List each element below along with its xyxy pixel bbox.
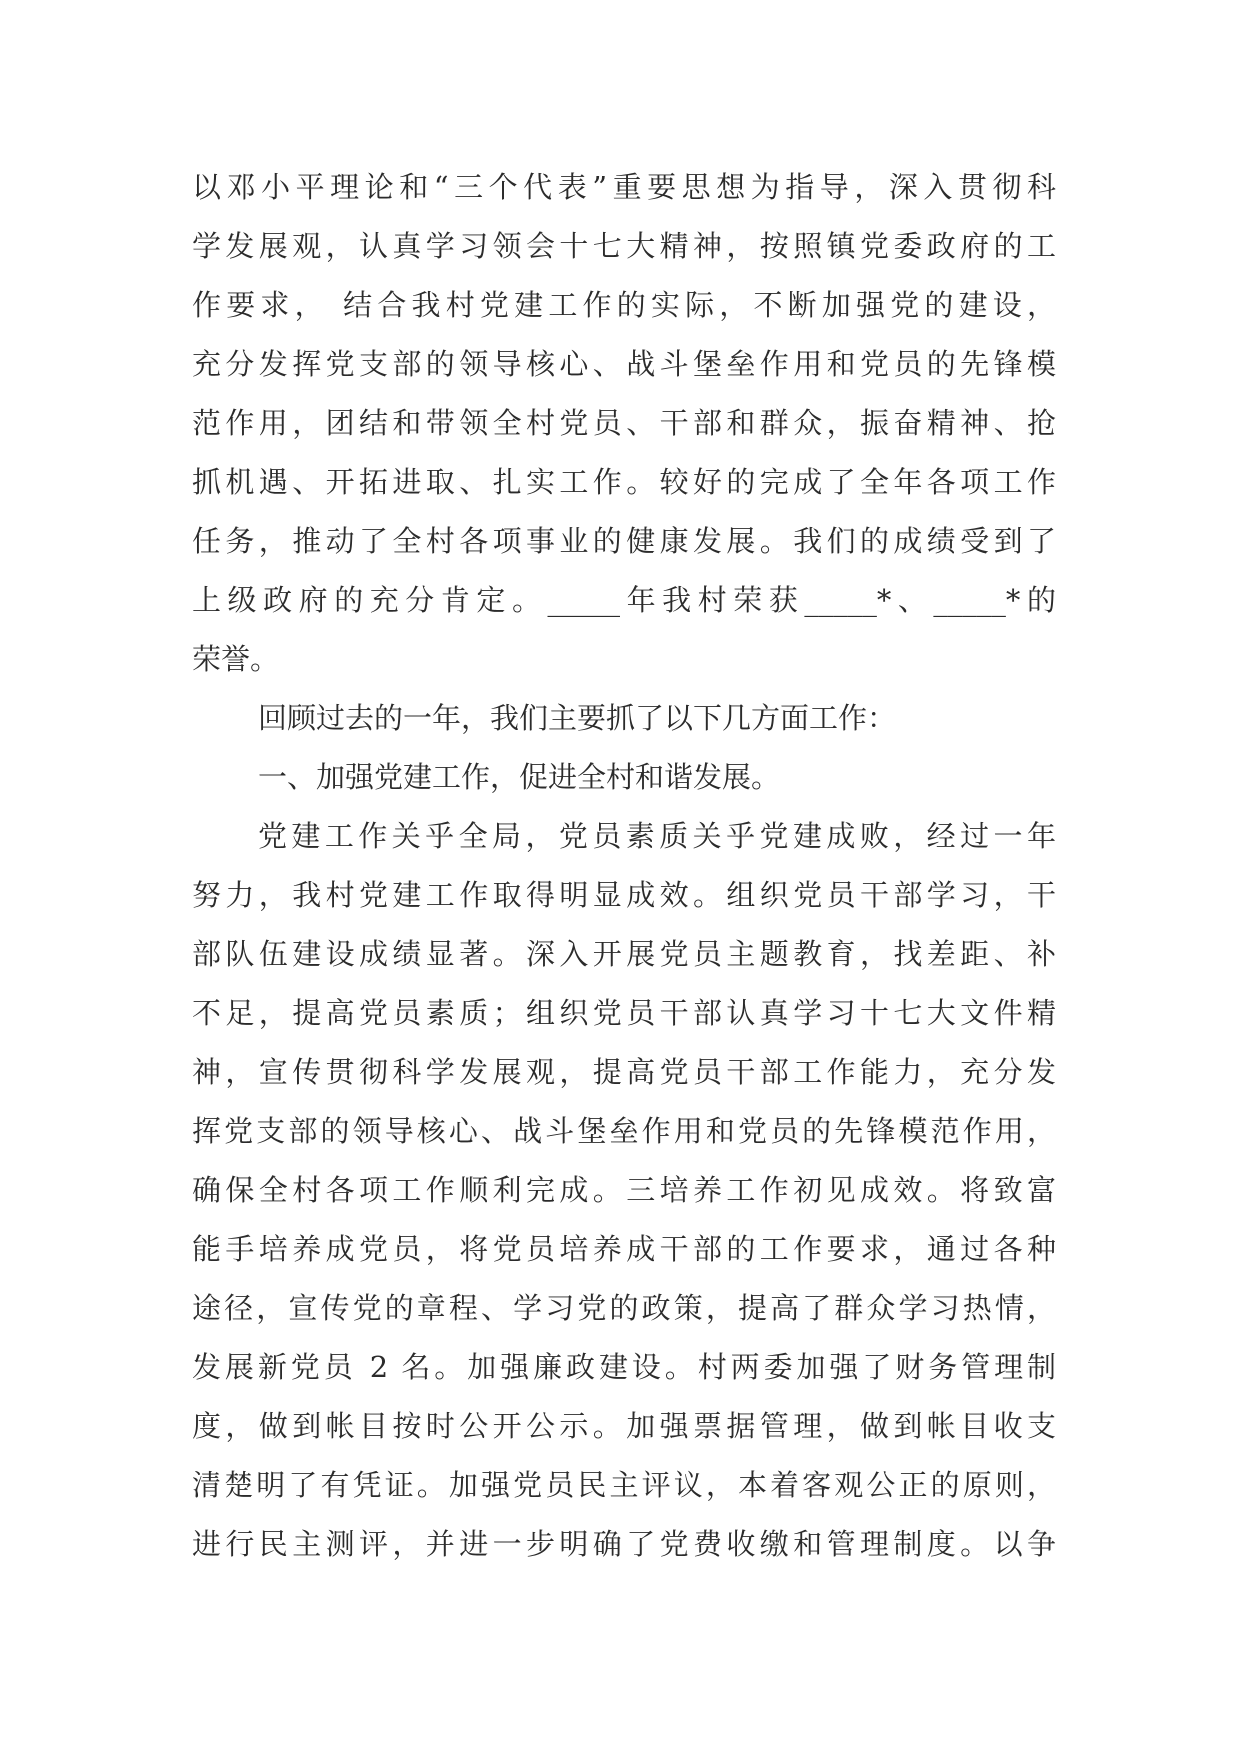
text-line-21: 发展新党员 2 名。加强廉政建设。村两委加强了财务管理制 (192, 1350, 1056, 1384)
text-line-7: 任务，推动了全村各项事业的健康发展。我们的成绩受到了 (192, 524, 1056, 558)
text-line-4: 充分发挥党支部的领导核心、战斗堡垒作用和党员的先锋模 (192, 347, 1056, 381)
text-line-2: 学发展观，认真学习领会十七大精神，按照镇党委政府的工 (192, 229, 1056, 263)
text-line-19: 能手培养成党员，将党员培养成干部的工作要求，通过各种 (192, 1232, 1056, 1266)
text-line-12: 党建工作关乎全局，党员素质关乎党建成败，经过一年 (258, 819, 1056, 853)
text-line-24: 进行民主测评，并进一步明确了党费收缴和管理制度。以争 (192, 1527, 1056, 1561)
text-line-16: 神，宣传贯彻科学发展观，提高党员干部工作能力，充分发 (192, 1055, 1056, 1089)
text-line-23: 清楚明了有凭证。加强党员民主评议，本着客观公正的原则， (192, 1468, 1056, 1502)
text-line-22: 度，做到帐目按时公开公示。加强票据管理，做到帐目收支 (192, 1409, 1056, 1443)
text-line-6: 抓机遇、开拓进取、扎实工作。较好的完成了全年各项工作 (192, 465, 1056, 499)
section-heading-1: 一、加强党建工作，促进全村和谐发展。 (258, 760, 781, 794)
text-line-8: 上级政府的充分肯定。_____年我村荣获_____*、_____*的 (192, 583, 1056, 617)
text-line-15: 不足，提高党员素质；组织党员干部认真学习十七大文件精 (192, 996, 1056, 1030)
text-line-13: 努力，我村党建工作取得明显成效。组织党员干部学习，干 (192, 878, 1056, 912)
text-line-1: 以邓小平理论和“三个代表”重要思想为指导，深入贯彻科 (192, 170, 1056, 204)
text-line-20: 途径，宣传党的章程、学习党的政策，提高了群众学习热情， (192, 1291, 1056, 1325)
text-line-10: 回顾过去的一年，我们主要抓了以下几方面工作： (258, 701, 897, 735)
text-line-17: 挥党支部的领导核心、战斗堡垒作用和党员的先锋模范作用， (192, 1114, 1056, 1148)
text-line-14: 部队伍建设成绩显著。深入开展党员主题教育，找差距、补 (192, 937, 1056, 971)
text-line-3: 作要求， 结合我村党建工作的实际，不断加强党的建设， (192, 288, 1056, 322)
text-line-5: 范作用，团结和带领全村党员、干部和群众，振奋精神、抢 (192, 406, 1056, 440)
text-line-9: 荣誉。 (192, 642, 280, 676)
text-line-18: 确保全村各项工作顺利完成。三培养工作初见成效。将致富 (192, 1173, 1056, 1207)
